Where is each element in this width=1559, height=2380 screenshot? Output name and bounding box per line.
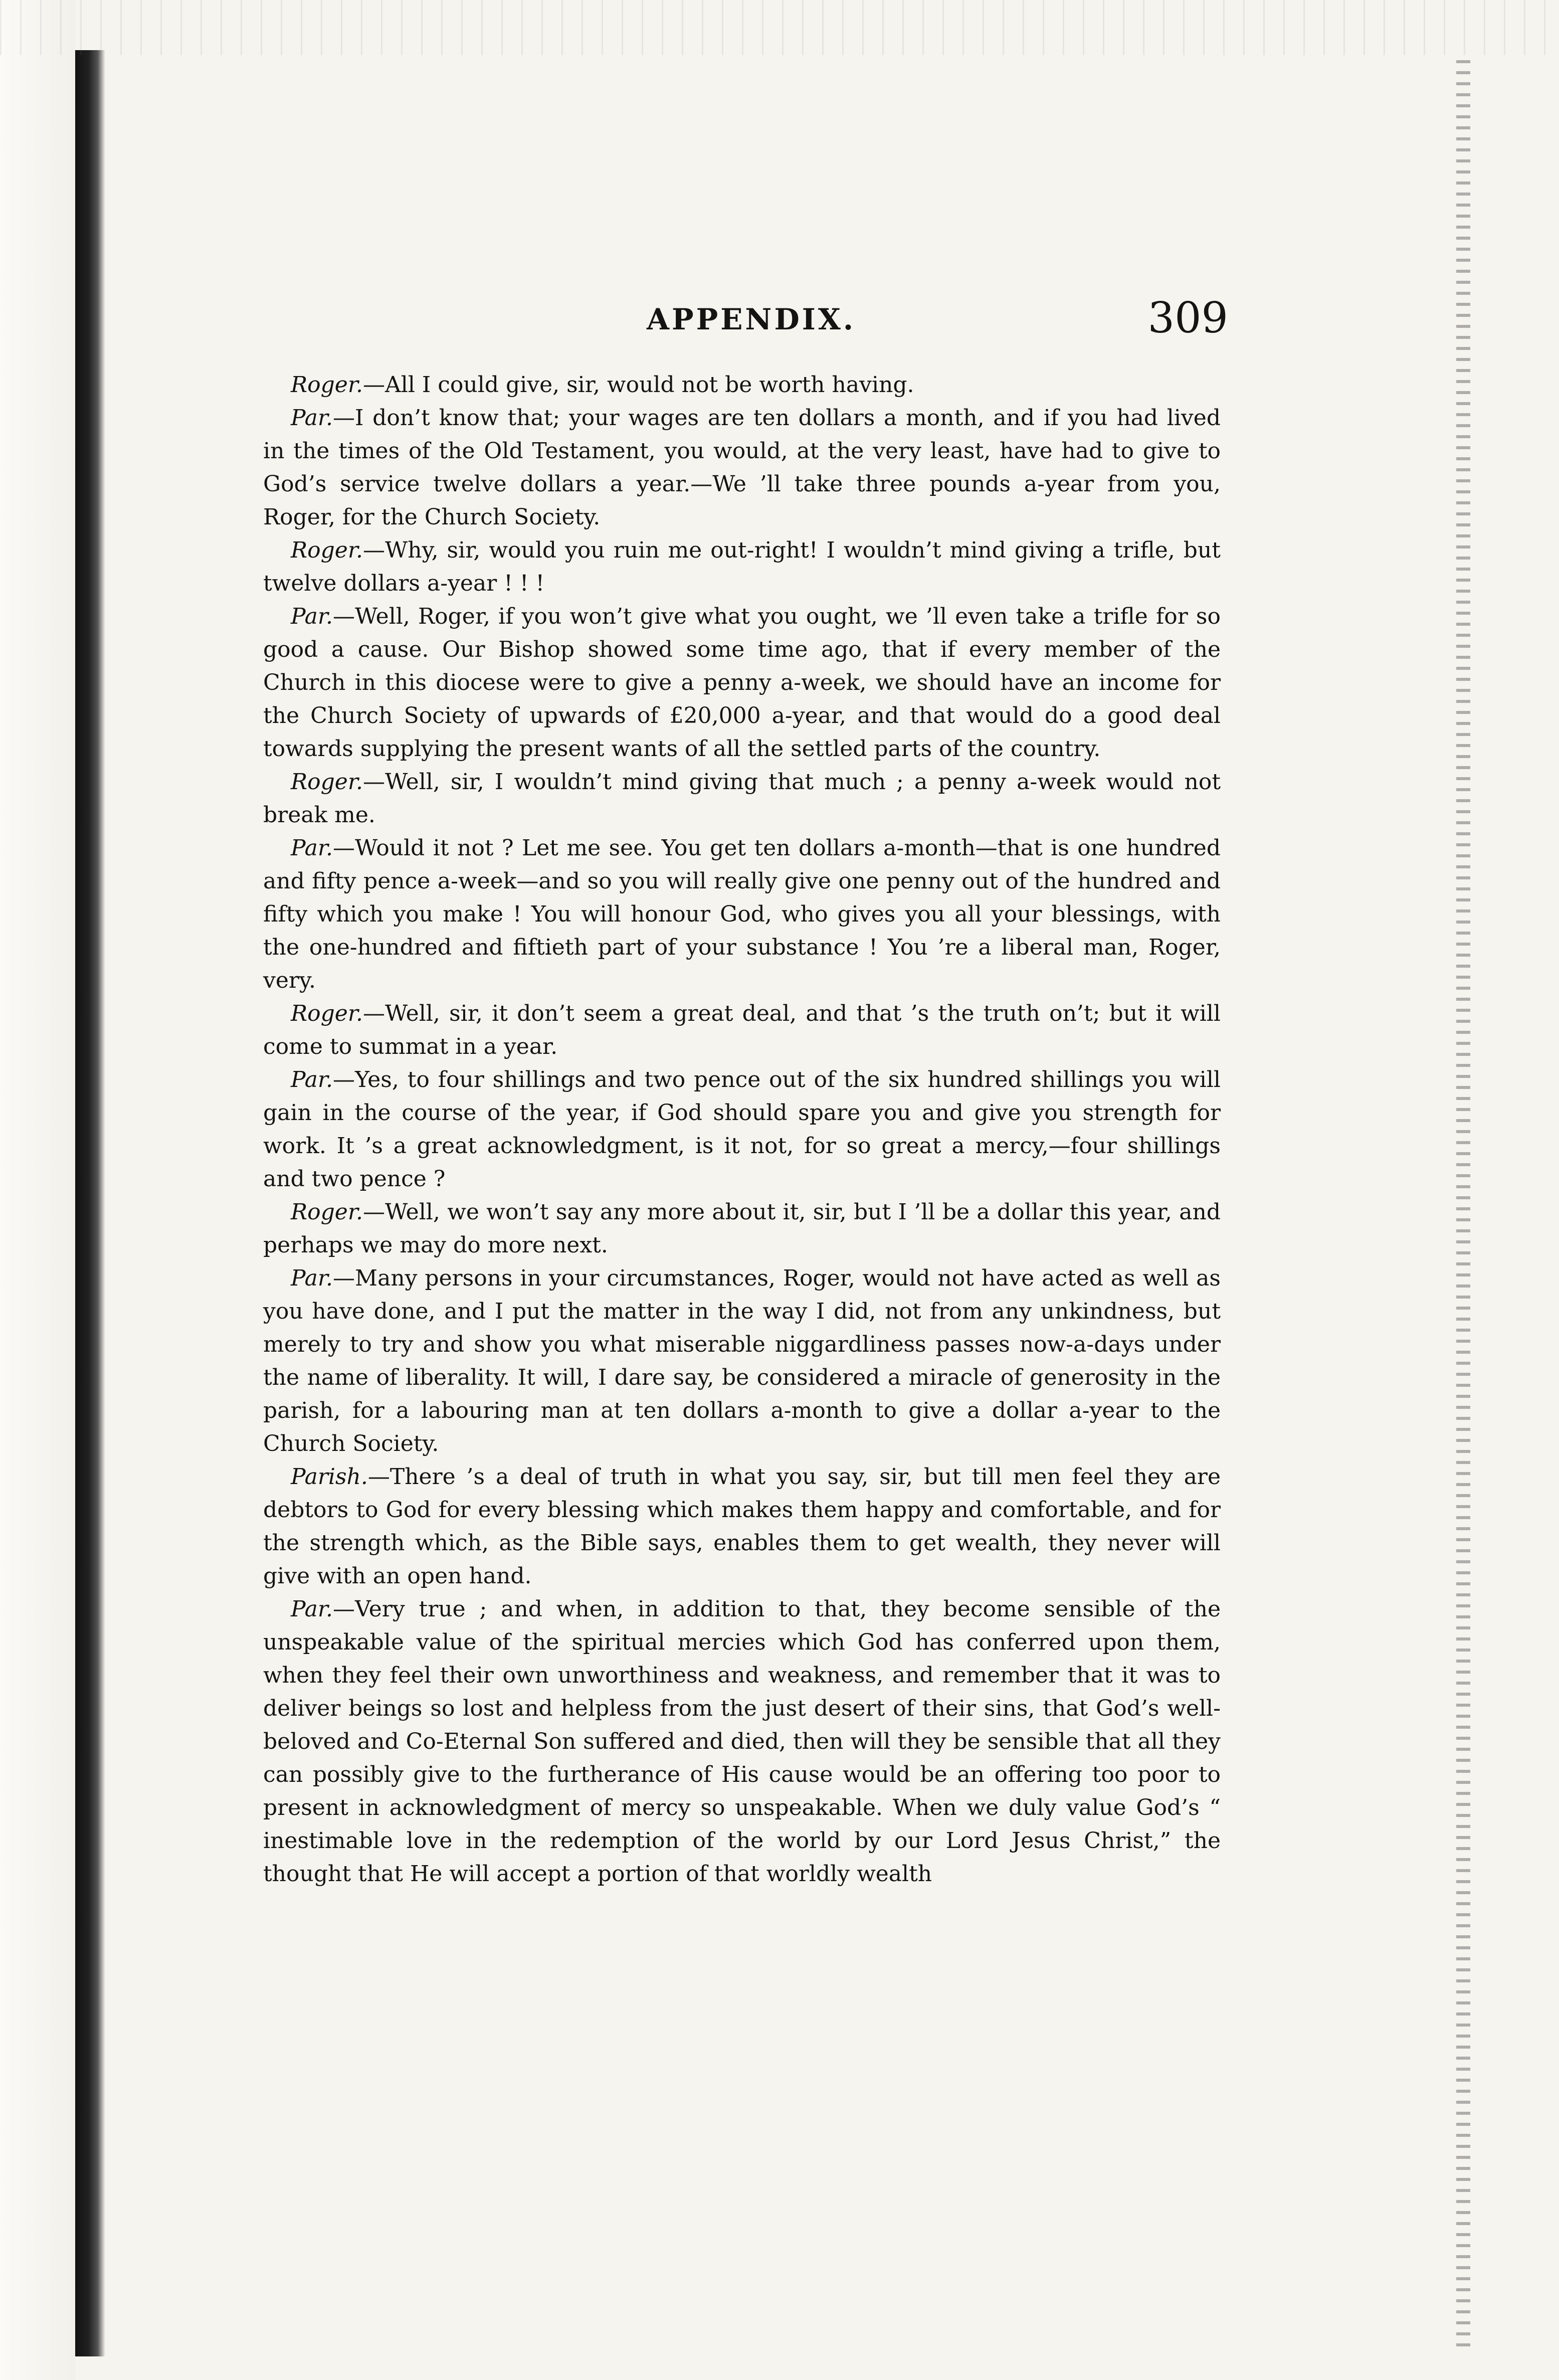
- dialogue-text: —Well, we won’t say any more about it, sir, but I ’ll be a dollar this year, and perhaps we may do more next.: [263, 1199, 1221, 1258]
- dialogue-paragraph: [263, 997, 1221, 1063]
- dialogue-text: —Many persons in your circumstances, Roger, would not have acted as well as you have done, and I put the matter in the way I did, not from any unkindness, but merely to try and show you what miserable niggardliness passes now-a-days under the name of liberality. It will, I dare say, be considered a miracle of generosity in the parish, for a labouring man at ten dollars a-month to give a dollar a-year to the Church Society.: [263, 1265, 1221, 1456]
- speaker-name: Par.: [291, 1265, 333, 1291]
- speaker-name: Par.: [291, 604, 333, 629]
- running-head: APPENDIX.: [647, 302, 856, 336]
- dialogue-text: —Why, sir, would you ruin me out-right! I wouldn’t mind giving a trifle, but twelve dollars a-year ! ! !: [263, 537, 1221, 596]
- dialogue-text: —All I could give, sir, would not be worth having.: [363, 372, 914, 398]
- dialogue-paragraph: [263, 1063, 1221, 1196]
- speaker-name: Roger.: [291, 372, 363, 398]
- page-edge-artifact: [1456, 60, 1470, 2346]
- dialogue-paragraph: [263, 766, 1221, 832]
- speaker-name: Par.: [291, 1067, 333, 1092]
- dialogue-paragraph: [263, 534, 1221, 600]
- dialogue-paragraph: [263, 600, 1221, 766]
- dialogue-paragraph: [263, 1460, 1221, 1593]
- dialogue-text: —Yes, to four shillings and two pence out of the six hundred shillings you will gain in the course of the year, if God should spare you and give you strength for work. It ’s a great acknowledgment, is it not, for so great a mercy,—four shillings and two pence ?: [263, 1067, 1221, 1192]
- speaker-name: Roger.: [291, 1199, 363, 1225]
- speaker-name: Roger.: [291, 1001, 363, 1026]
- speaker-name: Roger.: [291, 769, 363, 795]
- dialogue-paragraph: [263, 1262, 1221, 1460]
- speaker-name: Parish.: [291, 1464, 368, 1490]
- dialogue-text: —Well, Roger, if you won’t give what you ought, we ’ll even take a trifle for so good a cause. Our Bishop showed some time ago, that if every member of the Church in this diocese were to give a penny a-week, we should have an income for the Church Society of upwards of £20,000 a-year, and that would do a good deal towards supplying the present wants of all the settled parts of the country.: [263, 604, 1221, 762]
- dialogue-paragraph: [263, 832, 1221, 997]
- scan-noise: [0, 0, 1559, 55]
- speaker-name: Par.: [291, 835, 333, 861]
- speaker-name: Roger.: [291, 537, 363, 563]
- dialogue-text: —I don’t know that; your wages are ten dollars a month, and if you had lived in the times of the Old Testament, you would, at the very least, have had to give to God’s service twelve dollars a year.—We ’ll take three pounds a-year from you, Roger, for the Church Society.: [263, 405, 1221, 530]
- speaker-name: Par.: [291, 1596, 333, 1622]
- page-number: 309: [1147, 293, 1228, 342]
- dialogue-paragraph: [263, 402, 1221, 534]
- scan-margin: [0, 0, 75, 2380]
- dialogue-text: —Well, sir, it don’t seem a great deal, and that ’s the truth on’t; but it will come to summat in a year.: [263, 1001, 1221, 1059]
- page-header: [251, 293, 1228, 348]
- dialogue-text: —Well, sir, I wouldn’t mind giving that much ; a penny a-week would not break me.: [263, 769, 1221, 828]
- speaker-name: Par.: [291, 405, 333, 431]
- binding-shadow: [75, 50, 105, 2356]
- dialogue-paragraph: [263, 1196, 1221, 1262]
- dialogue-text: —Would it not ? Let me see. You get ten dollars a-month—that is one hundred and fifty pence a-week—and so you will really give one penny out of the hundred and fifty which you make ! You will honour God, who gives you all your blessings, with the one-hundred and fiftieth part of your substance ! You ’re a liberal man, Roger, very.: [263, 835, 1221, 993]
- dialogue-text: —There ’s a deal of truth in what you say, sir, but till men feel they are debtors to God for every blessing which makes them happy and comfortable, and for the strength which, as the Bible says, enables them to get wealth, they never will give with an open hand.: [263, 1464, 1221, 1589]
- dialogue-paragraph: [263, 369, 1221, 402]
- dialogue-text: —Very true ; and when, in addition to that, they become sensible of the unspeakable value of the spiritual mercies which God has conferred upon them, when they feel their own unworthiness and weakness, and remember that it was to deliver beings so lost and helpless from the just desert of their sins, that God’s well-beloved and Co-Eternal Son suffered and died, then will they be sensible that all they can possibly give to the furtherance of His cause would be an offering too poor to present in acknowledgment of mercy so unspeakable. When we duly value God’s “ inestimable love in the redemption of the world by our Lord Jesus Christ,” the thought that He will accept a portion of that worldly wealth: [263, 1596, 1221, 1887]
- dialogue-paragraph: [263, 1593, 1221, 1891]
- page-body: [263, 369, 1221, 1891]
